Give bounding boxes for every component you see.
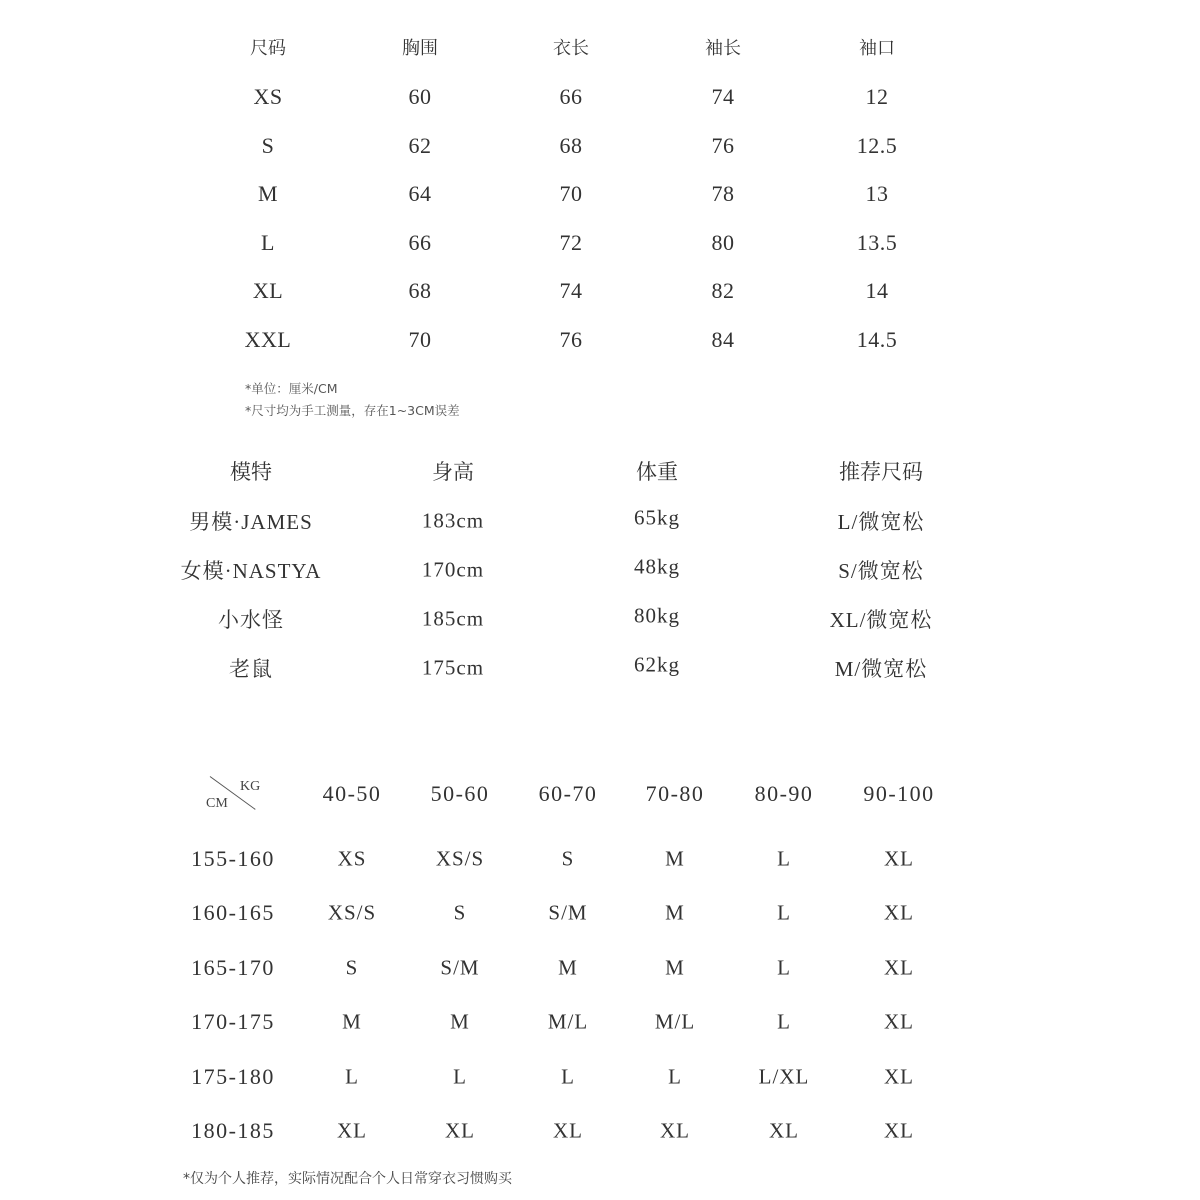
size-table-cell: 84 <box>711 327 735 352</box>
measure-note: *尺寸均为手工测量，存在1~3CM误差 <box>245 403 460 418</box>
recommended-size-cell: L <box>777 900 791 925</box>
model-table-cell: 女模·NASTYA <box>180 559 322 583</box>
size-table-cell: 74 <box>711 84 735 109</box>
model-table-header: 模特 <box>230 460 272 484</box>
size-table-cell: 70 <box>408 327 432 352</box>
size-table-header: 衣长 <box>553 38 589 59</box>
corner-cm-label: CM <box>206 796 228 811</box>
recommended-size-cell: S <box>345 955 359 980</box>
model-table-cell: 80kg <box>634 603 680 628</box>
recommended-size-cell: L <box>345 1064 359 1089</box>
size-table-header: 袖口 <box>859 38 895 59</box>
weight-range-header: 60-70 <box>538 781 598 806</box>
model-table-cell: L/微宽松 <box>837 510 925 534</box>
recommended-size-cell: XL <box>660 1118 690 1143</box>
model-table-header: 身高 <box>432 460 474 484</box>
size-table-cell: 76 <box>559 327 583 352</box>
recommended-size-cell: M <box>342 1009 362 1034</box>
recommended-size-cell: XL <box>884 955 914 980</box>
recommended-size-cell: XL <box>337 1118 367 1143</box>
size-table-cell: 14 <box>865 278 889 304</box>
height-range-label: 170-175 <box>191 1009 275 1035</box>
recommended-size-cell: XL <box>884 1118 914 1143</box>
size-table-cell: 62 <box>408 132 432 158</box>
recommended-size-cell: XS/S <box>435 846 485 871</box>
size-table-cell: 12 <box>865 84 889 109</box>
height-range-label: 155-160 <box>191 846 275 871</box>
recommended-size-cell: XS/S <box>327 900 377 925</box>
recommended-size-cell: S/M <box>440 955 480 980</box>
recommended-size-cell: XL <box>769 1118 799 1143</box>
recommended-size-cell: L <box>777 1009 791 1034</box>
height-range-label: 165-170 <box>191 954 275 980</box>
corner-kg-label: KG <box>240 779 261 794</box>
model-table-cell: XL/微宽松 <box>829 608 933 632</box>
recommended-size-cell: L/XL <box>758 1064 810 1089</box>
recommended-size-cell: L <box>777 846 791 871</box>
recommended-size-cell: L <box>777 955 791 980</box>
recommended-size-cell: S <box>561 846 575 871</box>
recommended-size-cell: L <box>453 1064 467 1089</box>
model-table-cell: 185cm <box>421 606 485 631</box>
weight-range-header: 90-100 <box>863 781 935 806</box>
recommended-size-cell: XL <box>884 900 914 925</box>
recommended-size-cell: M <box>665 900 685 925</box>
size-table-header: 袖长 <box>705 38 741 59</box>
model-table-cell: 男模·JAMES <box>189 510 313 534</box>
size-table-cell: 66 <box>408 229 432 255</box>
recommended-size-cell: XL <box>884 1009 914 1034</box>
size-table-cell: 64 <box>408 181 432 207</box>
height-range-label: 180-185 <box>191 1118 275 1143</box>
size-table-cell: 82 <box>711 278 735 304</box>
size-table-header: 胸围 <box>402 38 438 59</box>
size-table-cell: 78 <box>711 181 735 207</box>
model-table-header: 推荐尺码 <box>839 460 923 484</box>
footnote: *仅为个人推荐，实际情况配合个人日常穿衣习惯购买 <box>183 1171 512 1187</box>
model-table-cell: M/微宽松 <box>834 657 928 681</box>
size-table-cell: 12.5 <box>856 132 898 158</box>
size-table-header: 尺码 <box>250 38 286 59</box>
height-range-label: 160-165 <box>191 900 275 926</box>
recommended-size-cell: M <box>558 955 578 980</box>
recommended-size-cell: XS <box>337 846 367 871</box>
weight-range-header: 40-50 <box>322 781 382 806</box>
size-table-cell: XXL <box>244 327 292 352</box>
recommended-size-cell: L <box>668 1064 682 1089</box>
size-table-cell: XS <box>253 84 283 109</box>
size-table-cell: 66 <box>559 84 583 109</box>
model-table-header: 体重 <box>636 460 678 484</box>
recommended-size-cell: M/L <box>654 1009 696 1034</box>
recommended-size-cell: L <box>561 1064 575 1089</box>
model-table-cell: 62kg <box>634 652 680 677</box>
model-table-cell: 老鼠 <box>229 657 273 681</box>
recommended-size-cell: XL <box>884 1064 914 1089</box>
size-table-cell: 70 <box>559 181 583 207</box>
size-table-cell: 13.5 <box>856 229 898 255</box>
size-table-cell: 72 <box>559 229 583 255</box>
recommended-size-cell: M/L <box>547 1009 589 1034</box>
recommended-size-cell: M <box>450 1009 470 1034</box>
model-table-cell: 175cm <box>421 655 485 680</box>
weight-range-header: 50-60 <box>430 781 490 806</box>
unit-note: *单位：厘米/CM <box>245 381 338 396</box>
model-table-cell: S/微宽松 <box>838 559 924 583</box>
model-table-cell: 183cm <box>421 508 485 533</box>
model-table-cell: 小水怪 <box>218 608 284 632</box>
size-table-cell: 80 <box>711 229 735 255</box>
size-table-cell: 14.5 <box>856 327 898 352</box>
model-table-cell: 65kg <box>634 505 680 530</box>
size-table-cell: L <box>261 229 275 255</box>
size-table-cell: 76 <box>711 132 735 158</box>
size-table-cell: S <box>261 132 275 158</box>
weight-range-header: 80-90 <box>754 781 814 806</box>
size-table-cell: 13 <box>865 181 889 207</box>
size-table-cell: XL <box>252 278 284 304</box>
model-table-cell: 48kg <box>634 554 680 579</box>
height-range-label: 175-180 <box>191 1063 275 1089</box>
recommended-size-cell: M <box>665 955 685 980</box>
recommended-size-cell: XL <box>553 1118 583 1143</box>
recommended-size-cell: XL <box>445 1118 475 1143</box>
size-table-cell: 74 <box>559 278 583 304</box>
recommended-size-cell: S/M <box>548 900 588 925</box>
model-table-cell: 170cm <box>421 557 485 582</box>
size-table-cell: 68 <box>408 278 432 304</box>
size-table-cell: 60 <box>408 84 432 109</box>
size-table-cell: M <box>257 181 279 207</box>
recommended-size-cell: M <box>665 846 685 871</box>
weight-range-header: 70-80 <box>645 781 705 806</box>
recommended-size-cell: XL <box>884 846 914 871</box>
recommended-size-cell: S <box>453 900 467 925</box>
size-table-cell: 68 <box>559 132 583 158</box>
